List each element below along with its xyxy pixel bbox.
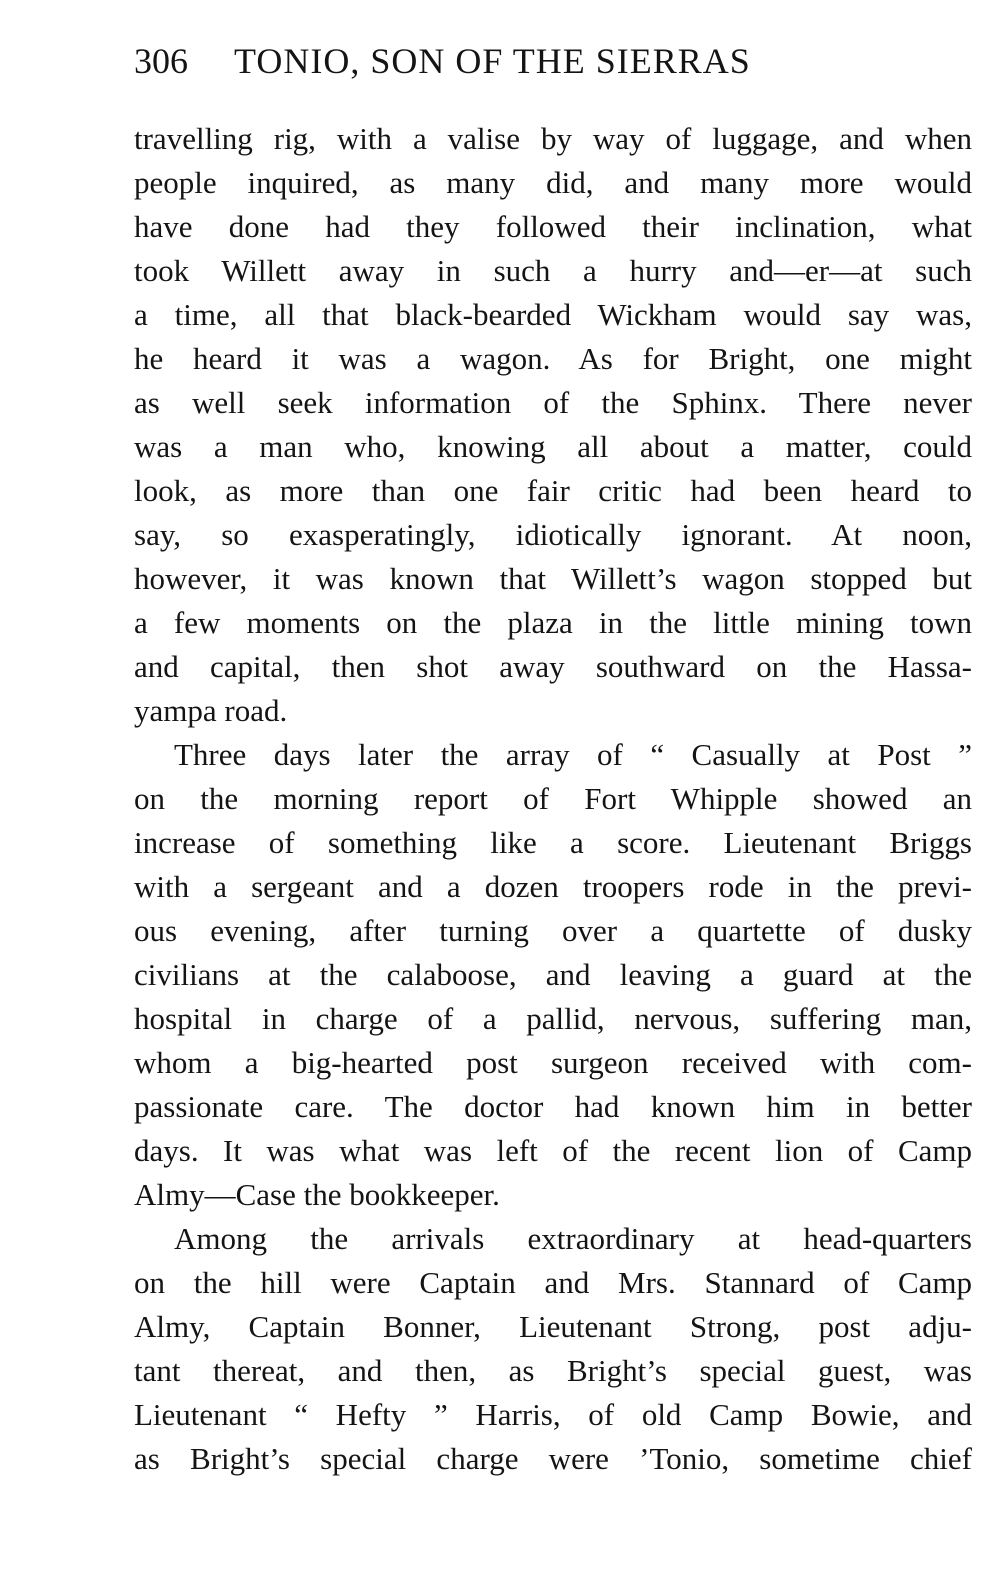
text-line: a time, all that black-bearded Wickham would say was,: [134, 297, 972, 332]
running-head: [134, 36, 904, 86]
text-line: and capital, then shot away southward on the Hassa-: [134, 649, 972, 684]
text-line: whom a big-hearted post surgeon received with com-: [134, 1045, 972, 1080]
text-line: with a sergeant and a dozen troopers rode in the previ-: [134, 869, 972, 904]
text-line: tant thereat, and then, as Bright’s special guest, was: [134, 1353, 972, 1388]
text-line: Almy—Case the bookkeeper.: [134, 1177, 500, 1212]
text-line: Among the arrivals extraordinary at head-quarters: [174, 1221, 972, 1256]
text-line: took Willett away in such a hurry and—er—at such: [134, 253, 972, 288]
text-line: travelling rig, with a valise by way of luggage, and when: [134, 121, 972, 156]
text-line: say, so exasperatingly, idiotically ignorant. At noon,: [134, 517, 972, 552]
text-line: look, as more than one fair critic had been heard to: [134, 473, 972, 508]
body-text: [134, 117, 972, 1481]
text-line: increase of something like a score. Lieutenant Briggs: [134, 825, 972, 860]
running-title: TONIO, SON OF THE SIERRAS: [234, 41, 751, 81]
text-line: civilians at the calaboose, and leaving a guard at the: [134, 957, 972, 992]
text-line: he heard it was a wagon. As for Bright, one might: [134, 341, 972, 376]
text-line: Three days later the array of “ Casually at Post ”: [174, 737, 972, 772]
page-number: 306: [134, 41, 188, 81]
text-line: on the hill were Captain and Mrs. Stannard of Camp: [134, 1265, 972, 1300]
text-line: ous evening, after turning over a quartette of dusky: [134, 913, 972, 948]
text-line: however, it was known that Willett’s wagon stopped but: [134, 561, 972, 596]
text-line: Lieutenant “ Hefty ” Harris, of old Camp Bowie, and: [134, 1397, 972, 1432]
text-line: a few moments on the plaza in the little mining town: [134, 605, 972, 640]
text-line: Almy, Captain Bonner, Lieutenant Strong, post adju-: [134, 1309, 972, 1344]
text-line: yampa road.: [134, 693, 288, 728]
text-line: as Bright’s special charge were ’Tonio, sometime chief: [134, 1441, 972, 1476]
text-line: have done had they followed their inclination, what: [134, 209, 972, 244]
text-line: passionate care. The doctor had known him in better: [134, 1089, 972, 1124]
text-line: days. It was what was left of the recent lion of Camp: [134, 1133, 972, 1168]
text-line: hospital in charge of a pallid, nervous, suffering man,: [134, 1001, 972, 1036]
text-line: on the morning report of Fort Whipple showed an: [134, 781, 972, 816]
text-line: people inquired, as many did, and many more would: [134, 165, 972, 200]
text-line: as well seek information of the Sphinx. There never: [134, 385, 972, 420]
text-line: was a man who, knowing all about a matter, could: [134, 429, 972, 464]
